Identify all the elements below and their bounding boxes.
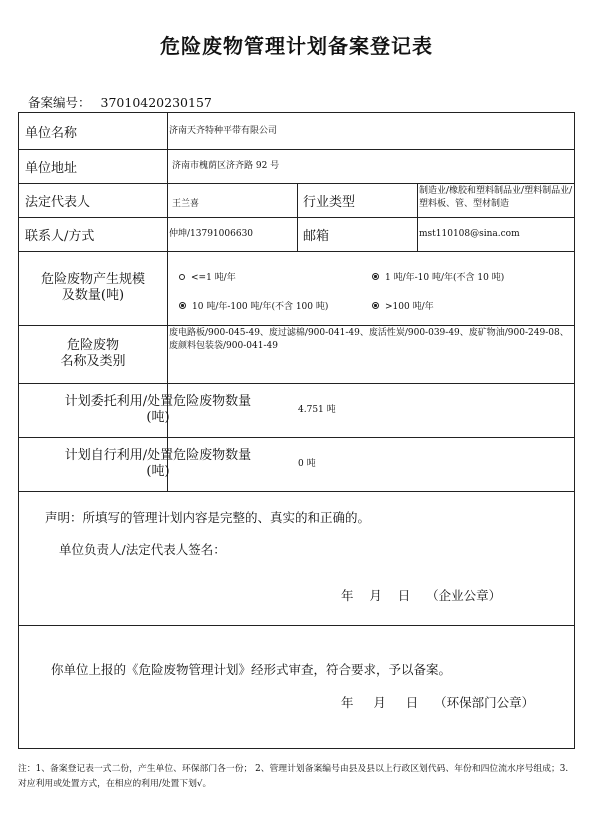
column-divider (417, 183, 418, 251)
declaration-statement: 声明：所填写的管理计划内容是完整的、真实的和正确的。 (45, 510, 371, 525)
scale-option-2-text: 1 吨/年-10 吨/年(不含 10 吨) (385, 273, 505, 283)
scale-option-1[interactable] (179, 270, 236, 283)
scale-option-2[interactable] (372, 270, 504, 283)
scale-option-4[interactable] (372, 299, 434, 312)
scale-option-4-text: >100 吨/年 (385, 302, 434, 312)
radio-filled-icon[interactable] (372, 273, 379, 280)
entrust-label (19, 383, 297, 437)
registration-form (18, 112, 575, 749)
entrust-label-line1: 计划委托利用/处置危险废物数量 (64, 394, 252, 409)
waste-names-label-line1: 危险废物 (66, 338, 119, 353)
approval-text: 你单位上报的《危险废物管理计划》经形式审查，符合要求，予以备案。 (51, 662, 452, 677)
self-label-line1: 计划自行利用/处置危险废物数量 (64, 448, 252, 463)
self-value: 0 吨 (298, 458, 316, 469)
scale-option-3-text: 10 吨/年-100 吨/年(不含 100 吨) (192, 302, 329, 312)
unit-name-value: 济南天齐特种平带有限公司 (169, 125, 278, 136)
record-number-label: 备案编号： (28, 95, 91, 110)
signature-label: 单位负责人/法定代表人签名： (59, 542, 226, 557)
self-label (19, 437, 297, 491)
row-divider (19, 625, 574, 626)
self-label-line2: (吨) (146, 464, 170, 479)
waste-names-label (19, 325, 167, 383)
legal-rep-value: 王兰喜 (172, 198, 200, 209)
industry-value: 制造业/橡胶和塑料制品业/塑料制品业/塑料板、管、型材制造 (419, 186, 573, 209)
scale-label-line1: 危险废物产生规模 (40, 272, 145, 287)
waste-names-label-line2: 名称及类别 (60, 354, 126, 369)
unit-address-label: 单位地址 (25, 160, 78, 176)
scale-option-1-text: <=1 吨/年 (191, 273, 236, 283)
legal-rep-label: 法定代表人 (25, 194, 91, 210)
radio-filled-icon[interactable] (372, 302, 379, 309)
scale-label-line2: 及数量(吨) (61, 288, 125, 303)
record-number (28, 93, 212, 111)
email-value: mst110108@sina.com (419, 228, 520, 239)
radio-filled-icon[interactable] (179, 302, 186, 309)
waste-names-value: 废电路板/900-045-49、废过滤棉/900-041-49、废活性炭/900-039-49、废矿物油/900-249-08、废颜料包装袋/900-041-49 (169, 328, 569, 351)
entrust-label-line2: (吨) (146, 410, 170, 425)
contact-label: 联系人/方式 (25, 228, 95, 244)
record-number-value: 37010420230157 (100, 95, 212, 110)
unit-address-value: 济南市槐荫区济齐路 92 号 (172, 160, 280, 171)
scale-label (19, 251, 167, 325)
unit-name-label: 单位名称 (25, 125, 78, 141)
row-divider (19, 491, 574, 492)
scale-option-3[interactable] (179, 299, 328, 312)
authority-seal-date: 年 月 日 （环保部门公章） (341, 695, 535, 710)
industry-label: 行业类型 (303, 194, 356, 210)
entrust-value: 4.751 吨 (298, 404, 336, 415)
radio-empty-icon[interactable] (179, 274, 185, 280)
company-seal-date: 年 月 日 （企业公章） (341, 588, 502, 603)
footnote: 注：1、备案登记表一式二份，产生单位、环保部门各一份； 2、管理计划备案编号由县及县以上行政区划代码、年份和四位流水序号组成；3. 对应利用或处置方式，在相应的利用/处置下划√。 (18, 764, 569, 789)
page-title: 危险废物管理计划备案登记表 (160, 34, 433, 58)
email-label: 邮箱 (303, 228, 330, 244)
contact-value: 仲坤/13791006630 (169, 228, 254, 239)
column-divider (297, 183, 298, 251)
